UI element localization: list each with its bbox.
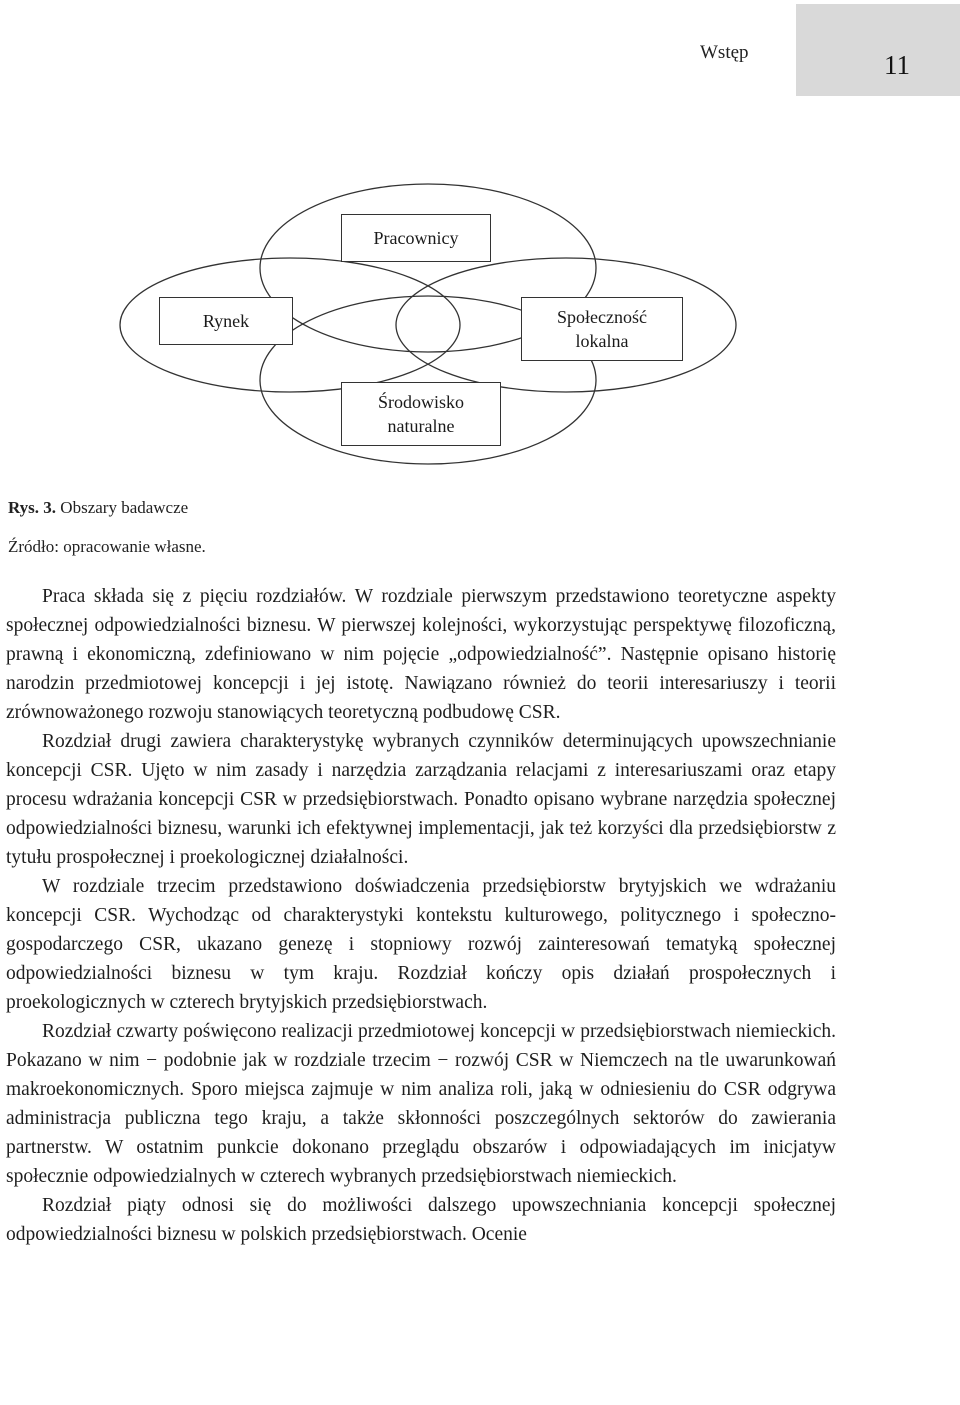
body-text [6,582,836,1249]
figure-caption [8,498,188,518]
paragraph: Rozdział piąty odnosi się do możliwości dalszego upowszechniania koncepcji społecznej odpowiedzialności biznesu w polskich przedsiębiorstwach. Ocenie [6,1195,836,1245]
paragraph: Praca składa się z pięciu rozdziałów. W rozdziale pierwszym przedstawiono teoretyczne aspekty społecznej odpowiedzialności biznesu. W pierwszej kolejności, wykorzystując perspektywę filozoficzną, prawną i ekonomiczną, zdefiniowano w nim pojęcie „odpowiedzialność”. Następnie opisano historię narodzin przedmiotowej koncepcji i jej istotę. Nawiązano również do teorii interesariuszy i teorii zrównoważonego rozwoju stanowiących teoretyczną podbudowę CSR. [6,586,836,723]
paragraph: W rozdziale trzecim przedstawiono doświadczenia przedsiębiorstw brytyjskich we wdrażaniu koncepcji CSR. Wychodząc od charakterystyki kontekstu kulturowego, politycznego i społeczno-gospodarczego CSR, ukazano genezę i stopniowy rozwój zainteresowań tematyką społecznej odpowiedzialności biznesu w tym kraju. Rozdział kończy opis działań prospołecznych i proekologicznych w czterech brytyjskich przedsiębiorstwach. [6,876,836,1013]
node-pracownicy [341,214,491,262]
node-srodowisko-line2: naturalne [387,416,455,436]
figure-caption-label: Rys. 3. [8,498,57,517]
node-rynek-label: Rynek [202,311,250,331]
paragraph: Rozdział czwarty poświęcono realizacji przedmiotowej koncepcji w przedsiębiorstwach niemieckich. Pokazano w nim − podobnie jak w rozdziale trzecim − rozwój CSR w Niemczech na tle uwarunkowań makroekonomicznych. Sporo miejsca zajmuje w nim analiza roli, jaką w odniesieniu do CSR odgrywa administracja publiczna tego kraju, a także skłonności poszczególnych sektorów do zawierania partnerstw. W ostatnim punkcie dokonano przeglądu obszarów i odpowiadających im inicjatyw społecznie odpowiedzialnych w czterech wybranych przedsiębiorstwach niemieckich. [6,1021,836,1187]
figure-caption-text: Obszary badawcze [60,498,189,517]
running-header: Wstęp [700,42,749,63]
paragraph: Rozdział drugi zawiera charakterystykę wybranych czynników determinujących upowszechnianie koncepcji CSR. Ujęto w nim zasady i narzędzia zarządzania relacjami z interesariuszami oraz etapy procesu wdrażania koncepcji CSR w przedsiębiorstwach. Ponadto opisano wybrane narzędzia społecznej odpowiedzialności biznesu, warunki ich efektywnej implementacji, jak też korzyści dla przedsiębiorstw z tytułu prospołecznej i proekologicznej działalności. [6,731,836,868]
node-spolecznosc-lokalna [521,297,683,361]
figure-source: Źródło: opracowanie własne. [8,537,206,556]
node-spolecznosc-line2: lokalna [575,331,629,351]
node-srodowisko-naturalne [341,382,501,446]
node-srodowisko-line1: Środowisko [377,392,464,412]
node-spolecznosc-line1: Społeczność [557,307,647,327]
node-pracownicy-label: Pracownicy [373,228,459,248]
node-rynek [159,297,293,345]
page-number: 11 [884,50,910,80]
